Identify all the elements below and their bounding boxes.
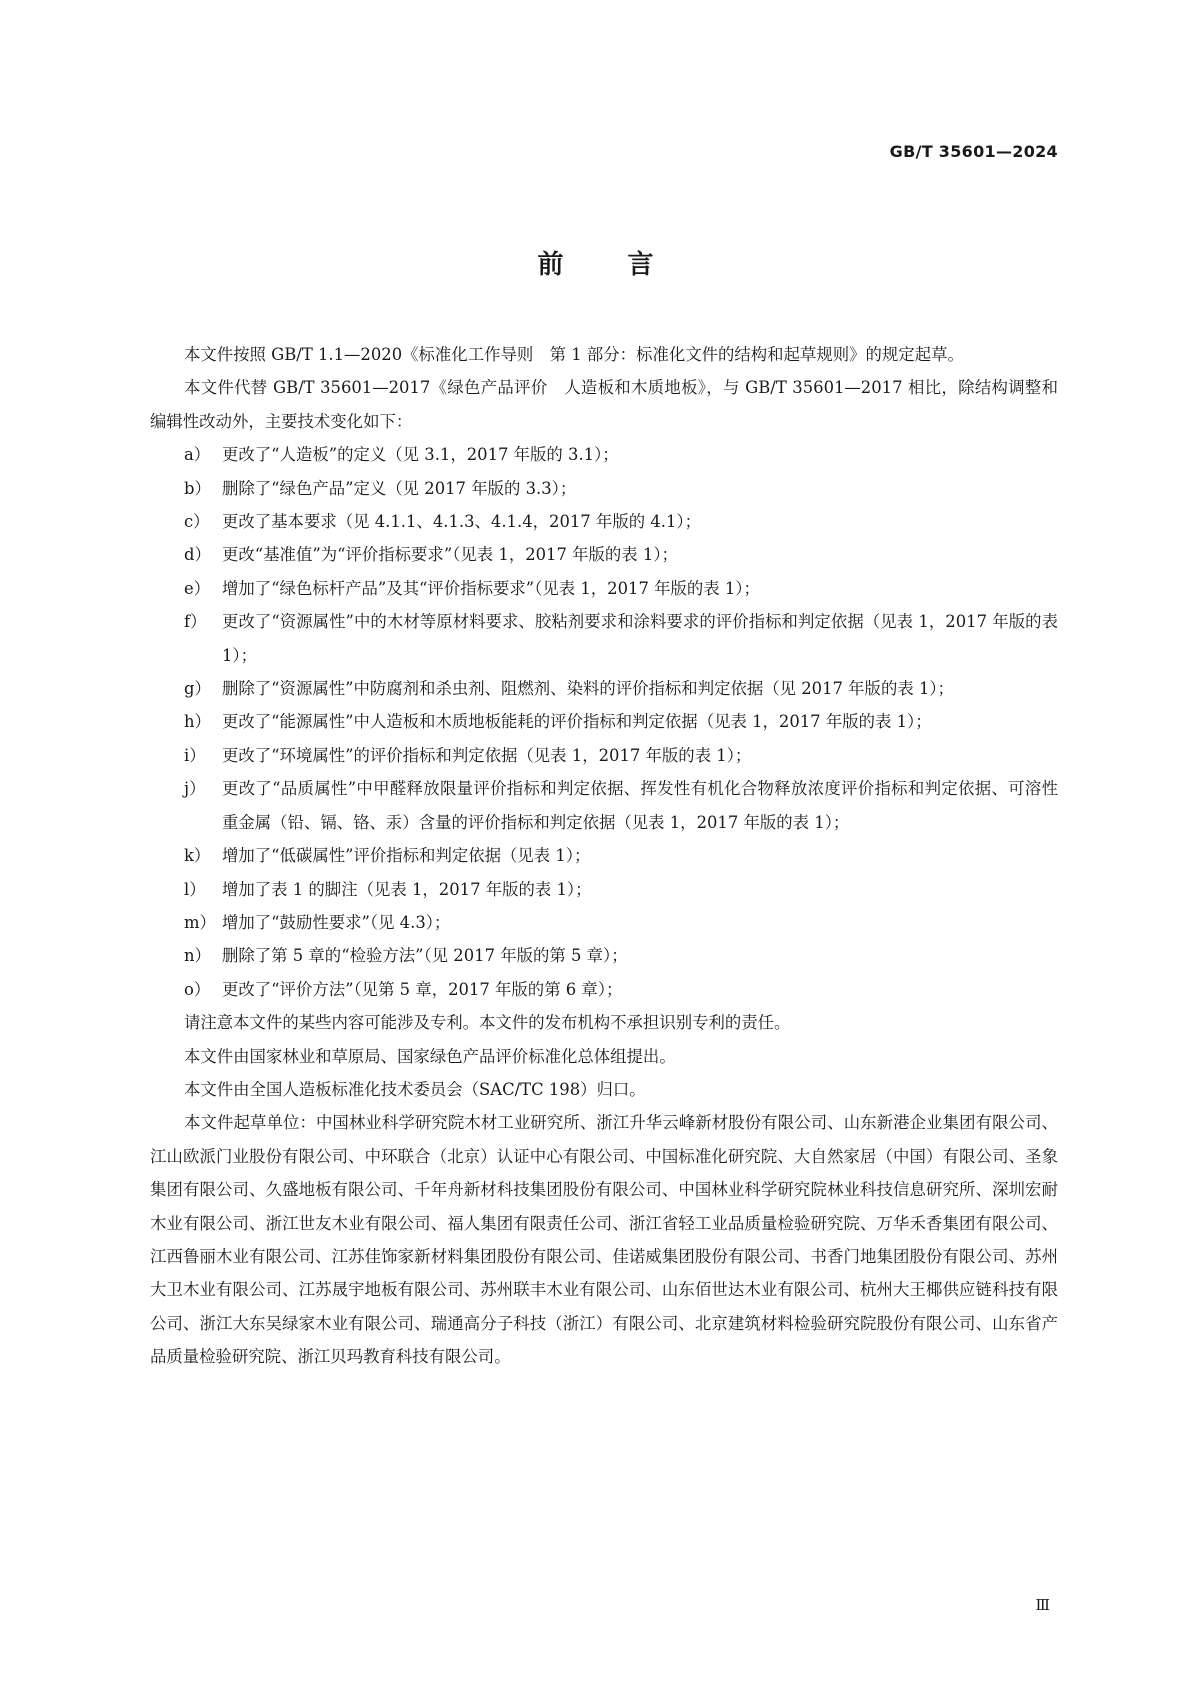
list-item	[150, 906, 1058, 939]
intro-paragraph: 本文件按照 GB/T 1.1—2020《标准化工作导则 第 1 部分：标准化文件的结构和起草规则》的规定起草。	[184, 345, 964, 364]
list-item-text: 更改了“资源属性”中的木材等原材料要求、胶粘剂要求和涂料要求的评价指标和判定依据（见表 1，2017 年版的表 1）；	[222, 612, 1058, 665]
list-item-text: 更改了“人造板”的定义（见 3.1，2017 年版的 3.1）；	[222, 445, 619, 465]
list-item-label: i）	[184, 745, 206, 765]
list-item-text: 增加了“鼓励性要求”（见 4.3）；	[222, 912, 451, 932]
list-item	[150, 705, 1058, 738]
list-item	[150, 973, 1058, 1006]
list-item-label: n）	[184, 946, 211, 966]
list-item	[150, 538, 1058, 571]
list-item	[150, 939, 1058, 972]
list-item-text: 增加了“绿色标杆产品”及其“评价指标要求”（见表 1，2017 年版的表 1）；	[222, 578, 760, 598]
list-item	[150, 472, 1058, 505]
list-item-text: 更改了“环境属性”的评价指标和判定依据（见表 1，2017 年版的表 1）；	[222, 745, 752, 765]
patent-notice: 请注意本文件的某些内容可能涉及专利。本文件的发布机构不承担识别专利的责任。	[184, 1013, 791, 1033]
list-item-text: 更改了基本要求（见 4.1.1、4.1.3、4.1.4，2017 年版的 4.1）；	[222, 512, 701, 532]
list-item-text: 增加了“低碳属性”评价指标和判定依据（见表 1）；	[222, 846, 591, 866]
page-title: 前言	[537, 250, 718, 280]
list-item-label: g）	[184, 679, 211, 699]
list-item-label: j）	[184, 779, 206, 799]
list-item-text: 增加了表 1 的脚注（见表 1，2017 年版的表 1）；	[222, 879, 592, 899]
committee-statement: 本文件由全国人造板标准化技术委员会（SAC/TC 198）归口。	[184, 1079, 646, 1099]
list-item-text: 删除了“资源属性”中防腐剂和杀虫剂、阻燃剂、染料的评价指标和判定依据（见 2017 年版的表 1）；	[222, 679, 954, 699]
list-item-label: h）	[184, 712, 211, 732]
list-item-label: l）	[184, 879, 206, 899]
list-item-label: c）	[184, 512, 210, 532]
list-item	[150, 672, 1058, 705]
list-item-text: 更改“基准值”为“评价指标要求”（见表 1，2017 年版的表 1）；	[222, 545, 678, 565]
list-item-label: d）	[184, 545, 211, 565]
list-item	[150, 572, 1058, 605]
list-item	[150, 772, 1058, 839]
list-item-label: o）	[184, 979, 211, 999]
list-item	[150, 839, 1058, 872]
list-item-text: 更改了“评价方法”（见第 5 章，2017 年版的第 6 章）；	[222, 979, 623, 999]
list-item-text: 删除了“绿色产品”定义（见 2017 年版的 3.3）；	[222, 478, 577, 498]
list-item-text: 更改了“能源属性”中人造板和木质地板能耗的评价指标和判定依据（见表 1，2017 年版的表 1）；	[222, 712, 932, 732]
list-item	[150, 505, 1058, 538]
list-item-label: k）	[184, 846, 211, 866]
list-item-label: e）	[184, 578, 211, 598]
list-item	[150, 739, 1058, 772]
page-number: Ⅲ	[1035, 1596, 1050, 1614]
list-item-label: a）	[184, 445, 211, 465]
proposer-statement: 本文件由国家林业和草原局、国家绿色产品评价标准化总体组提出。	[184, 1046, 676, 1066]
standard-number: GB/T 35601—2024	[889, 142, 1058, 161]
changes-list	[150, 438, 1058, 1006]
drafting-units: 本文件起草单位：中国林业科学研究院木材工业研究所、浙江升华云峰新材股份有限公司、山东新港企业集团有限公司、江山欧派门业股份有限公司、中环联合（北京）认证中心有限公司、中国标准化研究院、大自然家居（中国）有限公司、圣象集团有限公司、久盛地板有限公司、千年舟新材科技集团股份有限公司、中国林业科学研究院林业科技信息研究所、深圳宏耐木业有限公司、浙江世友木业有限公司、福人集团有限责任公司、浙江省轻工业品质量检验研究院、万华禾香集团有限公司、江西鲁丽木业有限公司、江苏佳饰家新材料集团股份有限公司、佳诺威集团股份有限公司、书香门地集团股份有限公司、苏州大卫木业有限公司、江苏晟宇地板有限公司、苏州联丰木业有限公司、山东佰世达木业有限公司、杭州大王椰供应链科技有限公司、浙江大东吴绿家木业有限公司、瑞通高分子科技（浙江）有限公司、北京建筑材料检验研究院股份有限公司、山东省产品质量检验研究院、浙江贝玛教育科技有限公司。	[150, 1113, 1058, 1367]
list-item-label: f）	[184, 612, 207, 632]
list-item-label: m）	[184, 912, 216, 932]
list-item	[150, 873, 1058, 906]
intro-paragraph: 本文件代替 GB/T 35601—2017《绿色产品评价 人造板和木质地板》，与 GB/T 35601—2017 相比，除结构调整和编辑性改动外，主要技术变化如下：	[150, 378, 1058, 431]
list-item	[150, 438, 1058, 471]
list-item-label: b）	[184, 478, 211, 498]
list-item	[150, 605, 1058, 672]
list-item-text: 更改了“品质属性”中甲醛释放限量评价指标和判定依据、挥发性有机化合物释放浓度评价指标和判定依据、可溶性重金属（铅、镉、铬、汞）含量的评价指标和判定依据（见表 1，2017 年版的表 1）；	[222, 779, 1058, 832]
list-item-text: 删除了第 5 章的“检验方法”（见 2017 年版的第 5 章）；	[222, 946, 628, 966]
document-body	[150, 338, 1058, 1374]
